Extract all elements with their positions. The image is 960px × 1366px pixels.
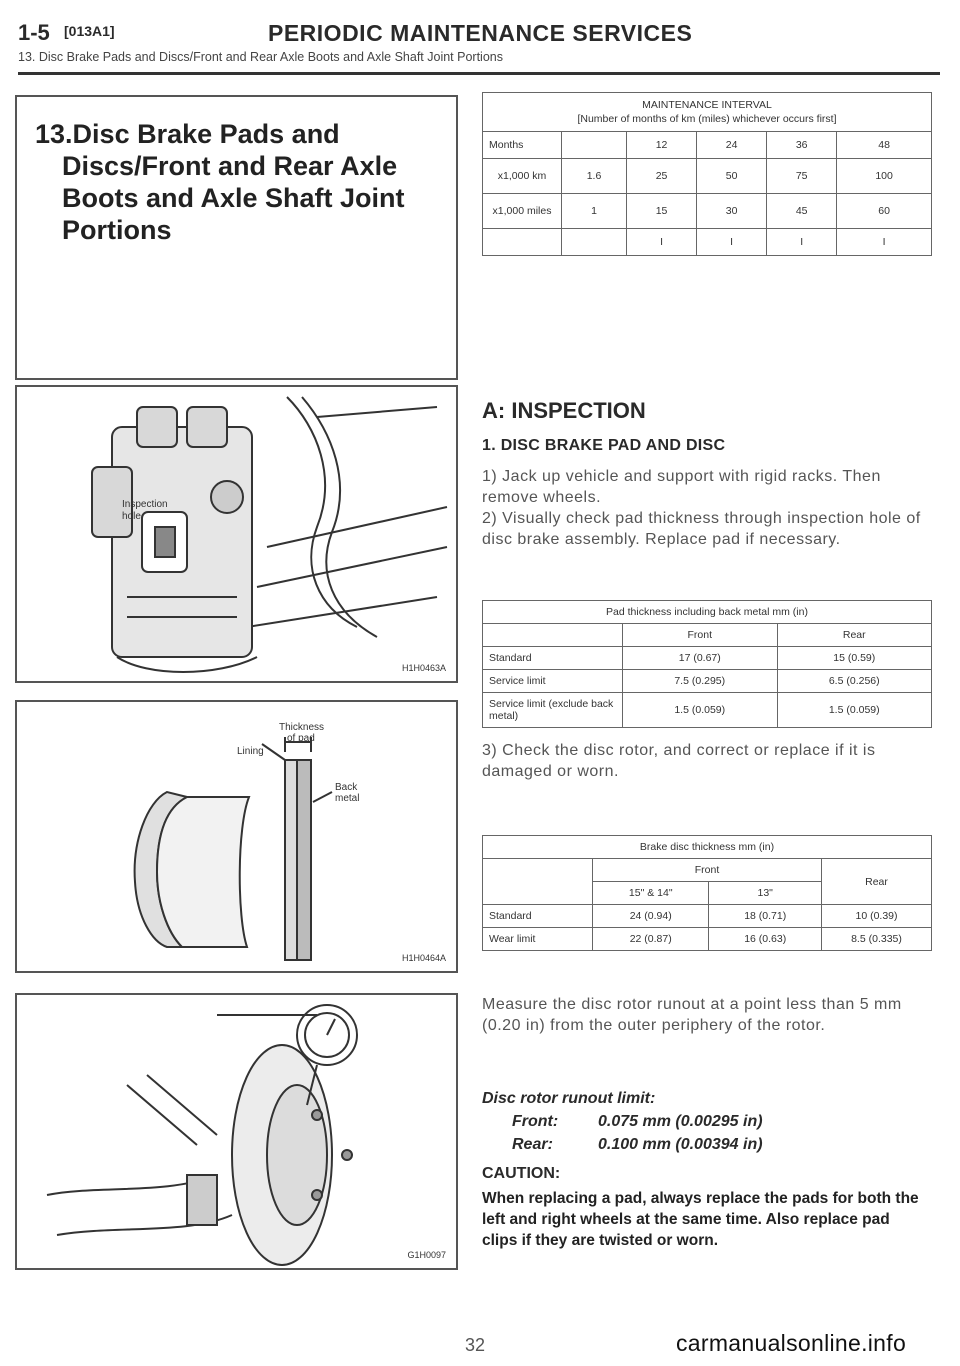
figure-code: H1H0464A	[401, 953, 446, 963]
inspection-hole-label: hole	[122, 511, 141, 522]
inspection-steps	[482, 466, 922, 550]
section-number: 1-5	[18, 20, 50, 45]
table-header: Rear	[777, 624, 932, 647]
table-cell: 6.5 (0.256)	[777, 670, 932, 693]
table-cell	[562, 229, 627, 256]
table-cell: 1.5 (0.059)	[777, 693, 932, 728]
table-caption: Pad thickness including back metal mm (in)	[483, 601, 932, 624]
table-cell: 18 (0.71)	[709, 905, 822, 928]
page-header-subtitle: 13. Disc Brake Pads and Discs/Front and Rear Axle Boots and Axle Shaft Joint Portions	[18, 50, 503, 64]
lining-label: Lining	[237, 746, 264, 757]
table-cell: 25	[627, 159, 697, 194]
table-cell: 60	[837, 194, 932, 229]
table-caption	[483, 93, 932, 132]
table-cell: 30	[697, 194, 767, 229]
table-header: 13"	[709, 882, 822, 905]
step-text: 1) Jack up vehicle and support with rigid racks. Then remove wheels.	[482, 468, 881, 506]
back-metal-label: Back	[335, 782, 358, 793]
rotor-runout-figure	[15, 993, 458, 1270]
page-header-title: PERIODIC MAINTENANCE SERVICES	[268, 20, 693, 46]
table-cell: 36	[767, 132, 837, 159]
table-cell: 1.6	[562, 159, 627, 194]
runout-front-label: Front:	[512, 1113, 559, 1130]
thickness-label: Thickness	[279, 722, 325, 733]
page-number: 32	[465, 1335, 486, 1355]
table-header: Front	[623, 624, 778, 647]
table-row	[483, 159, 932, 194]
table-cell: 75	[767, 159, 837, 194]
section-title-number: 13.	[35, 119, 73, 149]
table-cell: 12	[627, 132, 697, 159]
table-cell: I	[837, 229, 932, 256]
maintenance-interval-table	[482, 92, 932, 256]
table-caption-line: MAINTENANCE INTERVAL	[642, 99, 772, 111]
table-row	[483, 624, 932, 647]
brake-pad-illustration	[17, 702, 456, 971]
table-cell	[562, 132, 627, 159]
table-caption-line: [Number of months of km (miles) whichever occurs first]	[577, 113, 837, 125]
runout-heading: Disc rotor runout limit:	[482, 1090, 656, 1107]
table-cell: 17 (0.67)	[623, 647, 778, 670]
table-row	[483, 928, 932, 951]
pad-thickness-figure	[15, 700, 458, 973]
table-cell: 100	[837, 159, 932, 194]
table-cell: I	[697, 229, 767, 256]
table-cell: 24 (0.94)	[593, 905, 709, 928]
table-row	[483, 647, 932, 670]
table-row	[483, 905, 932, 928]
table-header	[483, 624, 623, 647]
section-title-line: Disc Brake Pads and	[72, 119, 340, 149]
table-row	[483, 859, 932, 882]
thickness-label: of pad	[287, 733, 315, 744]
section-code: [013A1]	[64, 23, 115, 39]
table-cell: 45	[767, 194, 837, 229]
table-cell: 24	[697, 132, 767, 159]
section-title-line: Boots and Axle Shaft Joint	[62, 183, 405, 213]
table-header: 15" & 14"	[593, 882, 709, 905]
table-row	[483, 194, 932, 229]
table-cell: 8.5 (0.335)	[822, 928, 932, 951]
measure-text: Measure the disc rotor runout at a point less than 5 mm (0.20 in) from the outer periphery of the rotor.	[482, 996, 902, 1034]
caution-heading: CAUTION:	[482, 1165, 561, 1182]
figure-code: H1H0463A	[401, 663, 446, 673]
table-cell: Service limit	[483, 670, 623, 693]
table-cell	[483, 229, 562, 256]
table-cell: Months	[483, 132, 562, 159]
pad-thickness-table	[482, 600, 932, 728]
table-header: Rear	[822, 859, 932, 905]
step-text: 3) Check the disc rotor, and correct or replace if it is damaged or worn.	[482, 742, 876, 780]
step-text: 2) Visually check pad thickness through inspection hole of disc brake assembly. Replace pad if necessary.	[482, 510, 921, 548]
section-title-line: Portions	[62, 215, 172, 245]
table-cell: 1.5 (0.059)	[623, 693, 778, 728]
table-cell: I	[767, 229, 837, 256]
table-cell: Standard	[483, 905, 593, 928]
figure-code: G1H0097	[407, 1250, 446, 1260]
table-row	[483, 693, 932, 728]
runout-rear-label: Rear:	[512, 1136, 553, 1153]
table-row	[483, 229, 932, 256]
table-cell: 15 (0.59)	[777, 647, 932, 670]
table-cell: 1	[562, 194, 627, 229]
dial-gauge-illustration	[17, 995, 456, 1268]
table-cell: x1,000 km	[483, 159, 562, 194]
table-cell	[483, 859, 593, 905]
caution-text: When replacing a pad, always replace the pads for both the left and right wheels at the same time. Also replace pad clips if they are twisted or worn.	[482, 1190, 919, 1249]
section-title-line: Discs/Front and Rear Axle	[62, 151, 398, 181]
inspection-subheading: 1. DISC BRAKE PAD AND DISC	[482, 437, 726, 454]
table-cell: Wear limit	[483, 928, 593, 951]
table-cell: 16 (0.63)	[709, 928, 822, 951]
table-caption: Brake disc thickness mm (in)	[483, 836, 932, 859]
caliper-illustration	[17, 387, 456, 681]
table-row	[483, 670, 932, 693]
table-cell: 22 (0.87)	[593, 928, 709, 951]
inspection-heading: A: INSPECTION	[482, 398, 646, 423]
section-title	[35, 118, 445, 246]
table-cell: 48	[837, 132, 932, 159]
disc-thickness-table	[482, 835, 932, 951]
table-cell: Standard	[483, 647, 623, 670]
table-header: Front	[593, 859, 822, 882]
table-cell: 10 (0.39)	[822, 905, 932, 928]
table-row	[483, 132, 932, 159]
inspection-hole-label: Inspection	[122, 499, 168, 510]
runout-rear-value: 0.100 mm (0.00394 in)	[598, 1136, 763, 1153]
table-cell: 15	[627, 194, 697, 229]
table-cell: 50	[697, 159, 767, 194]
runout-front-value: 0.075 mm (0.00295 in)	[598, 1113, 763, 1130]
table-cell: I	[627, 229, 697, 256]
back-metal-label: metal	[335, 793, 360, 804]
table-cell: Service limit (exclude back metal)	[483, 693, 623, 728]
watermark: carmanualsonline.info	[676, 1330, 907, 1356]
table-cell: x1,000 miles	[483, 194, 562, 229]
header-divider	[18, 72, 940, 75]
caliper-inspection-figure	[15, 385, 458, 683]
table-cell: 7.5 (0.295)	[623, 670, 778, 693]
